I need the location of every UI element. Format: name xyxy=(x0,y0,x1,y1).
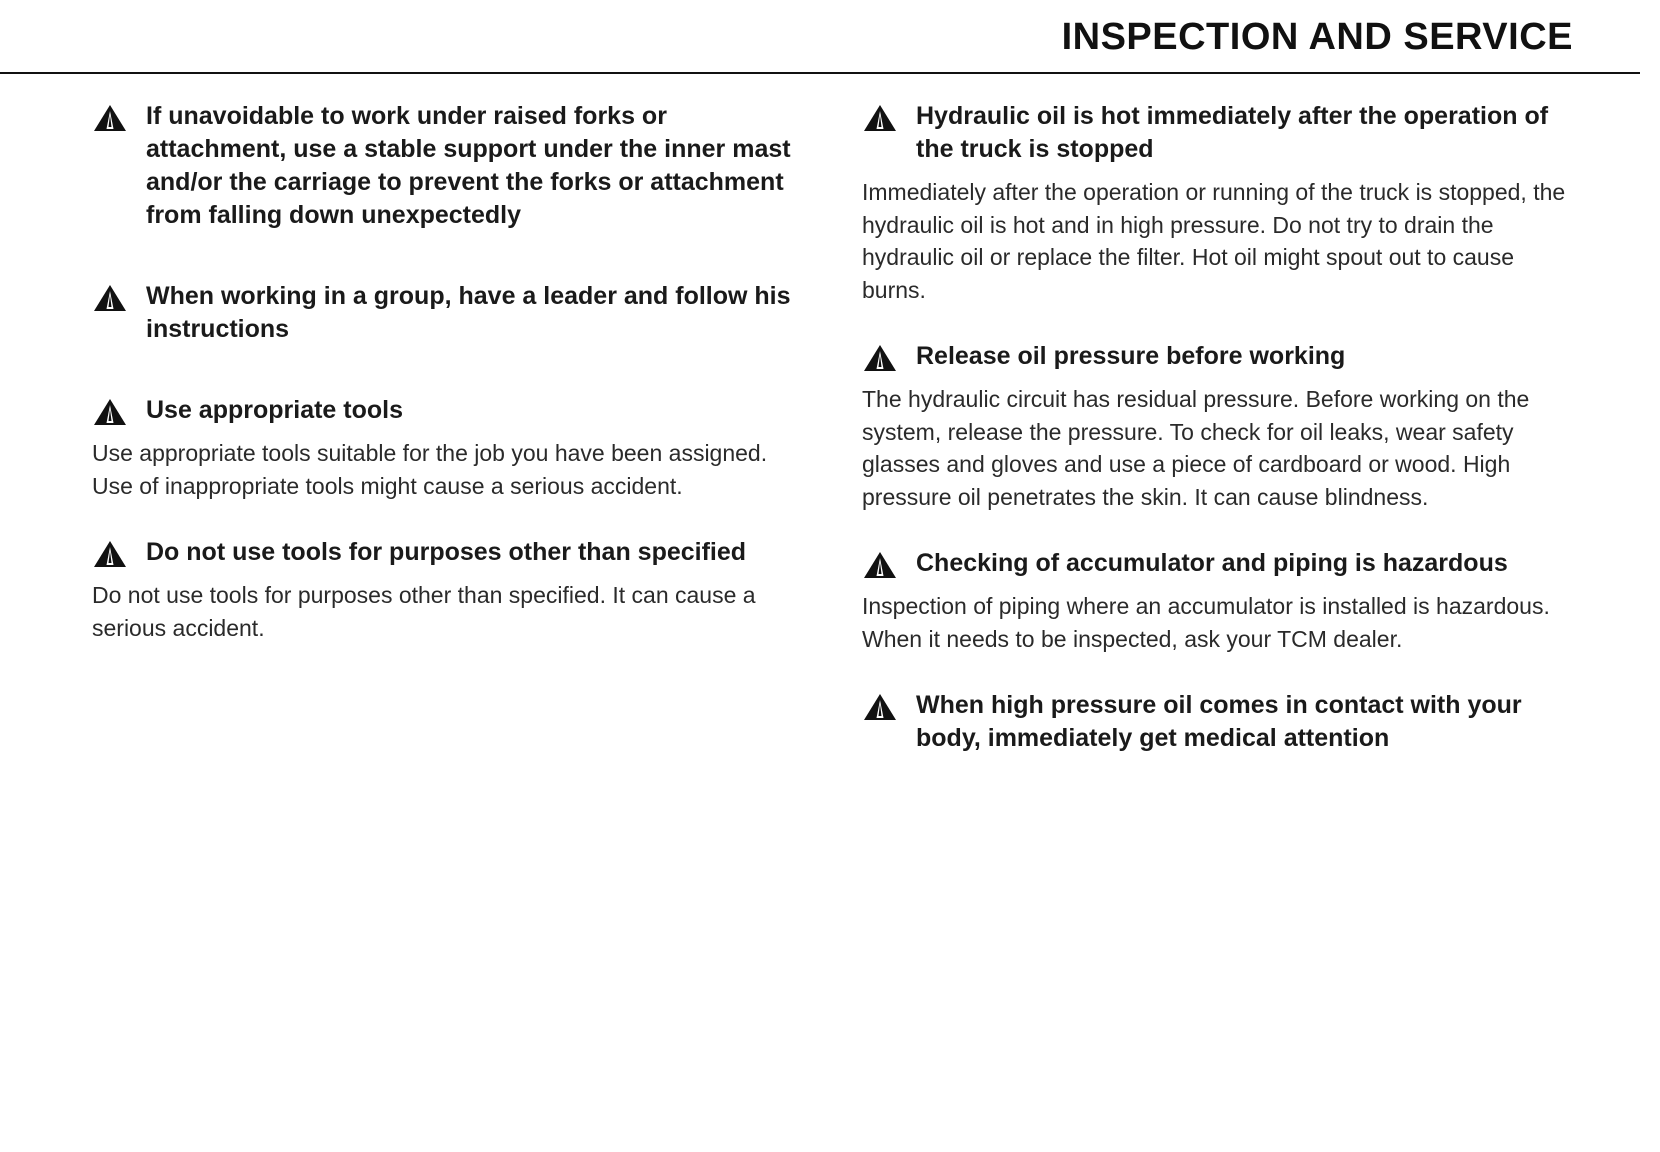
left-column xyxy=(92,100,812,678)
warning-heading: If unavoidable to work under raised forks or attachment, use a stable support under the inner mast and/or the carriage to prevent the forks or attachment from falling down unexpectedly xyxy=(146,102,791,229)
warning-body: Inspection of piping where an accumulator is installed is hazardous. When it needs to be inspected, ask your TCM dealer. xyxy=(862,593,1550,652)
warning-body: The hydraulic circuit has residual pressure. Before working on the system, release the pressure. To check for oil leaks, wear safety glasses and gloves and use a piece of cardboard or wood. High pressure oil penetrates the skin. It can cause blindness. xyxy=(862,386,1530,510)
warning-heading-row xyxy=(92,536,812,569)
warning-heading: Hydraulic oil is hot immediately after the operation of the truck is stopped xyxy=(916,102,1549,163)
warning-triangle-icon xyxy=(92,539,128,569)
warning-triangle-icon xyxy=(862,550,898,580)
warning-body: Do not use tools for purposes other than specified. It can cause a serious accident. xyxy=(92,582,756,641)
warning-triangle-icon xyxy=(862,103,898,133)
warning-heading: Do not use tools for purposes other than specified xyxy=(146,538,747,566)
warning-body: Immediately after the operation or running of the truck is stopped, the hydraulic oil is hot and in high pressure. Do not try to drain the hydraulic oil or replace the filter. Hot oil might spout out to cause burns. xyxy=(862,179,1566,303)
warning-item xyxy=(862,100,1584,306)
page-header xyxy=(0,0,1640,74)
warning-item xyxy=(862,689,1584,755)
right-column xyxy=(862,100,1584,789)
warning-heading-row xyxy=(862,340,1584,373)
warning-triangle-icon xyxy=(92,397,128,427)
warning-heading-row xyxy=(92,100,812,232)
warning-item xyxy=(92,100,812,232)
warning-triangle-icon xyxy=(92,103,128,133)
warning-heading-row xyxy=(92,394,812,427)
warning-heading: When working in a group, have a leader and follow his instructions xyxy=(146,282,791,343)
warning-heading: Checking of accumulator and piping is hazardous xyxy=(916,549,1508,577)
warning-heading-row xyxy=(862,547,1584,580)
warning-triangle-icon xyxy=(862,692,898,722)
warning-triangle-icon xyxy=(862,343,898,373)
warning-item xyxy=(92,536,812,644)
warning-heading-row xyxy=(862,100,1584,166)
warning-item xyxy=(862,340,1584,513)
warning-heading-row xyxy=(862,689,1584,755)
warning-heading: Use appropriate tools xyxy=(146,396,403,424)
warning-heading: Release oil pressure before working xyxy=(916,342,1346,370)
warning-item xyxy=(862,547,1584,655)
page-title: INSPECTION AND SERVICE xyxy=(1061,16,1573,58)
warning-item xyxy=(92,394,812,502)
warning-heading-row xyxy=(92,280,812,346)
warning-triangle-icon xyxy=(92,283,128,313)
warning-body: Use appropriate tools suitable for the job you have been assigned. Use of inappropriate tools might cause a serious accident. xyxy=(92,440,768,499)
warning-item xyxy=(92,280,812,346)
warning-heading: When high pressure oil comes in contact with your body, immediately get medical attention xyxy=(916,691,1522,752)
